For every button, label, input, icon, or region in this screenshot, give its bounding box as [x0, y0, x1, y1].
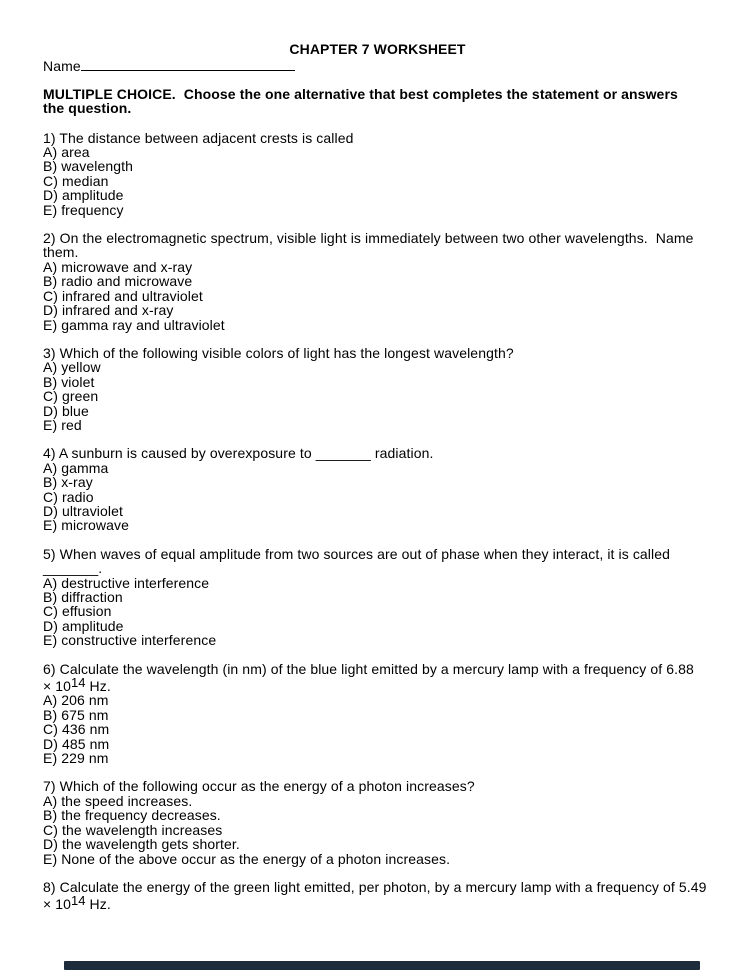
question-7-option-c: C) the wavelength increases [43, 821, 223, 838]
question-2-text: them. [43, 244, 79, 261]
instructions-line: MULTIPLE CHOICE. Choose the one alternative that best completes the statement or answers [43, 85, 678, 102]
exponent-superscript: 14 [71, 893, 86, 909]
question-8-exponent-line [43, 894, 712, 911]
question-1 [43, 131, 712, 217]
question-6-exponent-line [43, 676, 712, 693]
question-2-option-a: A) microwave and x-ray [43, 258, 193, 275]
horizontal-scrollbar-thumb[interactable] [64, 961, 700, 970]
question-3-text: 3) Which of the following visible colors of light has the longest wavelength? [43, 344, 514, 361]
name-label: Name [43, 58, 81, 75]
question-5-option-a: A) destructive interference [43, 574, 210, 591]
question-5-option-e: E) constructive interference [43, 632, 217, 649]
question-5-option-c: C) effusion [43, 603, 112, 620]
question-4-option-c: C) radio [43, 488, 94, 505]
question-2-option-c: C) infrared and ultraviolet [43, 287, 203, 304]
question-8 [43, 880, 712, 912]
question-5-text: 5) When waves of equal amplitude from two sources are out of phase when they interact, it is called [43, 545, 670, 562]
question-4 [43, 446, 712, 532]
page-title: CHAPTER 7 WORKSHEET [289, 41, 466, 57]
question-6-option-d: D) 485 nm [43, 735, 110, 752]
question-4-option-a: A) gamma [43, 459, 109, 476]
question-1-text: 1) The distance between adjacent crests is called [43, 129, 354, 146]
question-6-option-b: B) 675 nm [43, 706, 109, 723]
question-2-option-d: D) infrared and x-ray [43, 302, 174, 319]
question-5-option-d: D) amplitude [43, 617, 124, 634]
exponent-suffix: Hz. [85, 678, 111, 695]
question-2-option-b: B) radio and microwave [43, 273, 193, 290]
question-7-option-e: E) None of the above occur as the energy of a photon increases. [43, 850, 451, 867]
question-7-text: 7) Which of the following occur as the energy of a photon increases? [43, 778, 475, 795]
question-4-option-e: E) microwave [43, 517, 129, 534]
instructions [43, 87, 712, 116]
name-underline [81, 58, 295, 71]
question-4-option-b: B) x-ray [43, 474, 93, 491]
exponent-prefix: × 10 [43, 678, 72, 695]
question-3-option-d: D) blue [43, 402, 89, 419]
question-5-option-b: B) diffraction [43, 589, 123, 605]
question-7-option-a: A) the speed increases. [43, 792, 193, 809]
question-6-option-a: A) 206 nm [43, 692, 109, 709]
question-3-option-a: A) yellow [43, 359, 101, 376]
exponent-prefix: × 10 [43, 896, 72, 913]
exponent-suffix: Hz. [85, 896, 111, 913]
question-2 [43, 231, 712, 332]
question-3 [43, 346, 712, 432]
question-2-option-e: E) gamma ray and ultraviolet [43, 316, 225, 333]
question-1-option-e: E) frequency [43, 201, 124, 218]
name-row [43, 58, 712, 73]
question-4-option-d: D) ultraviolet [43, 502, 123, 519]
question-5 [43, 547, 712, 648]
instructions-line: the question. [43, 100, 132, 117]
question-4-text: 4) A sunburn is caused by overexposure to _______ radiation. [43, 445, 434, 462]
question-3-option-e: E) red [43, 416, 82, 433]
question-1-option-b: B) wavelength [43, 158, 134, 175]
exponent-superscript: 14 [71, 675, 86, 691]
question-5-blank: _______. [43, 560, 103, 577]
question-1-option-c: C) median [43, 172, 109, 189]
question-6 [43, 662, 712, 766]
question-8-text: 8) Calculate the energy of the green light emitted, per photon, by a mercury lamp with a frequency of 5.49 [43, 878, 707, 895]
question-1-option-a: A) area [43, 144, 90, 161]
question-3-option-b: B) violet [43, 373, 95, 390]
question-7 [43, 779, 712, 865]
question-7-option-b: B) the frequency decreases. [43, 807, 221, 824]
question-6-text: 6) Calculate the wavelength (in nm) of the blue light emitted by a mercury lamp with a frequency of 6.88 [43, 660, 694, 677]
question-7-option-d: D) the wavelength gets shorter. [43, 836, 240, 853]
question-6-option-e: E) 229 nm [43, 750, 109, 767]
question-1-option-d: D) amplitude [43, 187, 124, 204]
question-2-text: 2) On the electromagnetic spectrum, visible light is immediately between two other wavelengths. Name [43, 230, 694, 247]
question-3-option-c: C) green [43, 388, 99, 405]
question-list [43, 131, 712, 912]
question-6-option-c: C) 436 nm [43, 721, 110, 738]
